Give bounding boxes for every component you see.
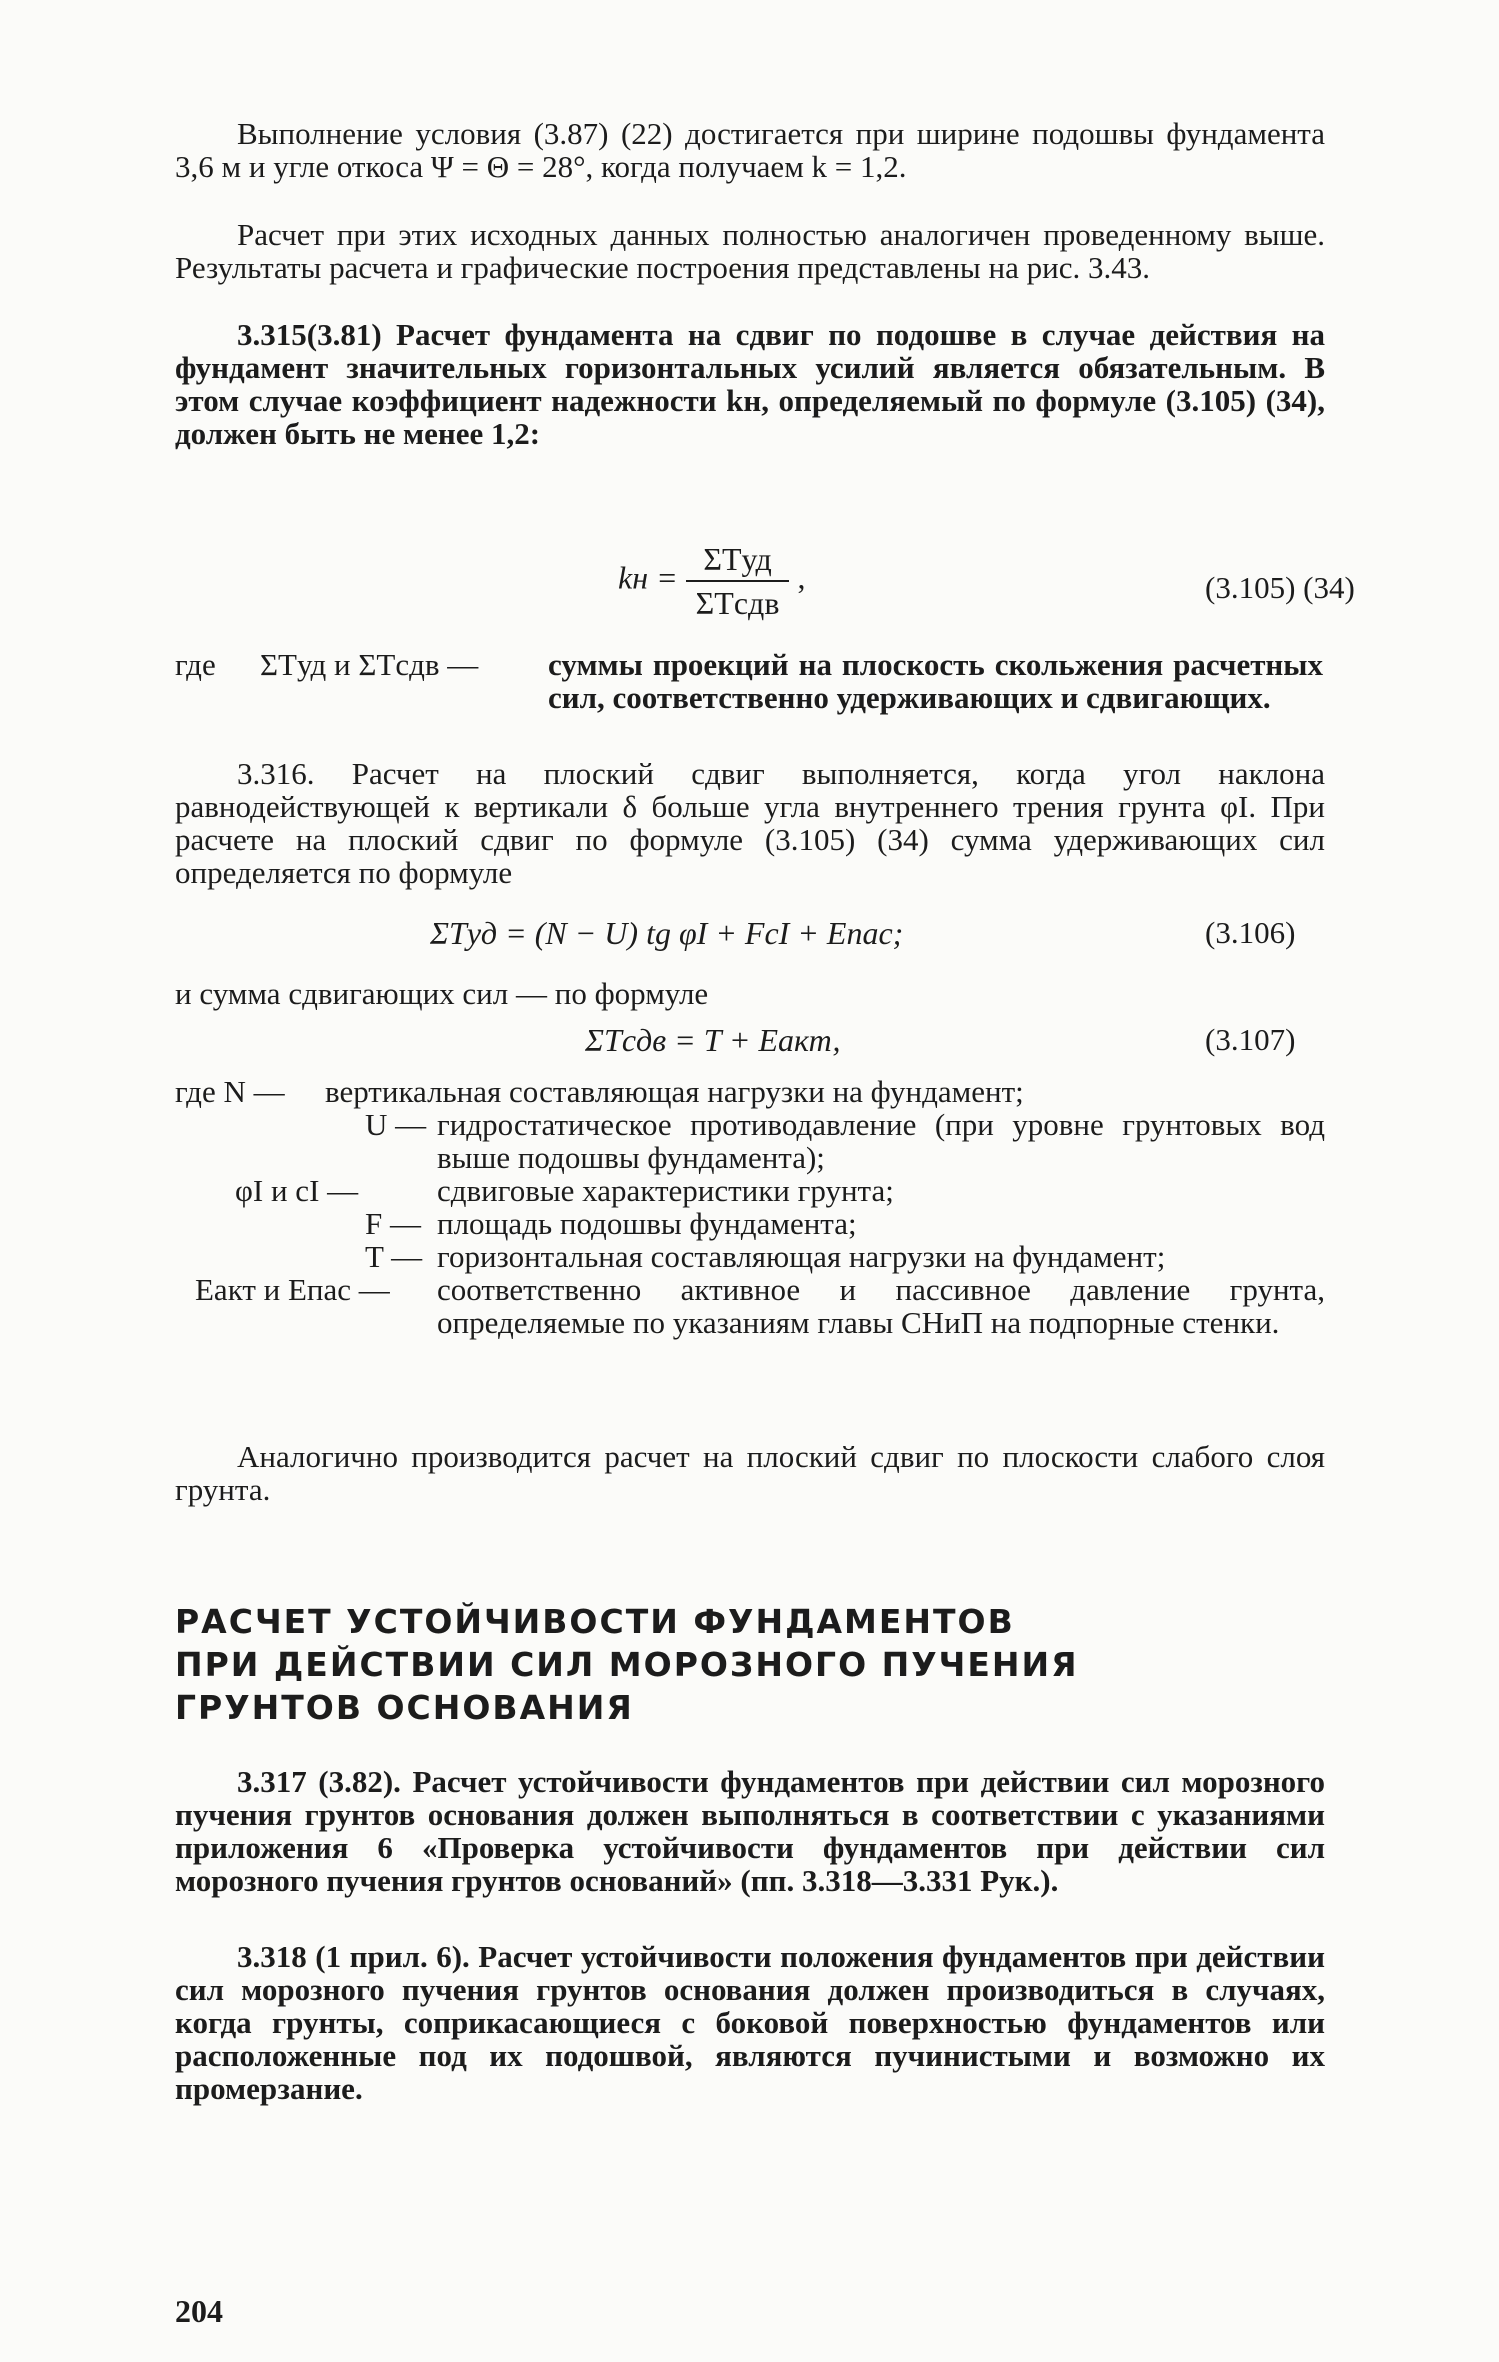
where-description: суммы проекций на плоскость скольжения расчетных сил, соответственно удерживающих и сдвигающих. [548, 647, 1323, 715]
definition-item [175, 1240, 1325, 1273]
equation-number-3-106: (3.106) [1205, 915, 1296, 950]
section-heading-line: ПРИ ДЕЙСТВИИ СИЛ МОРОЗНОГО ПУЧЕНИЯ [175, 1645, 1079, 1684]
paragraph-3-317: 3.317 (3.82). Расчет устойчивости фундаментов при действии сил морозного пучения грунтов основания должен выполняться в соответствии с указаниями приложения 6 «Проверка устойчивости фундаментов при действии сил морозного пучения грунтов оснований» (пп. 3.318—3.331 Рук.). [175, 1764, 1325, 1898]
formula-3-107: ΣTсдв = T + Eакт, [585, 1022, 841, 1058]
definition-desc: соответственно активное и пассивное давление грунта, определяемые по указаниям главы СНиП на подпорные стенки. [437, 1272, 1325, 1340]
paragraph-3-315: 3.315(3.81) Расчет фундамента на сдвиг по подошве в случае действия на фундамент значительных горизонтальных усилий является обязательным. В этом случае коэффициент надежности kн, определяемый по формуле (3.105) (34), должен быть не менее 1,2: [175, 317, 1325, 451]
formula-3-105 [618, 538, 805, 624]
formula-tail: , [797, 559, 806, 596]
paragraph-3-318: 3.318 (1 прил. 6). Расчет устойчивости положения фундаментов при действии сил морозного пучения грунтов основания должен производиться в случаях, когда грунты, соприкасающиеся с боковой поверхностью фундаментов или расположенные под их подошвой, являются пучинистыми и возможно их промерзание. [175, 1939, 1325, 2106]
paragraph-calculation-note: Расчет при этих исходных данных полностью аналогичен проведенному выше. Результаты расчета и графические построения представлены на рис. 3.43. [175, 217, 1325, 285]
where-term: ΣTуд и ΣTсдв — [260, 647, 479, 682]
definition-term: U — [365, 1107, 427, 1142]
definition-desc: горизонтальная составляющая нагрузки на фундамент; [437, 1239, 1166, 1274]
formula-3-106: ΣTуд = (N − U) tg φI + FcI + Eпас; [430, 915, 904, 951]
definition-term: φI и cI — [235, 1173, 359, 1208]
paragraph-shear-sum: и сумма сдвигающих сил — по формуле [175, 976, 709, 1011]
definition-item [175, 1273, 1325, 1339]
formula-fraction [686, 538, 790, 624]
definition-item [175, 1174, 1325, 1207]
definition-item [175, 1108, 1325, 1174]
section-heading-line: ГРУНТОВ ОСНОВАНИЯ [175, 1688, 634, 1727]
definition-item [175, 1207, 1325, 1240]
section-heading [175, 1600, 1079, 1729]
paragraph-condition: Выполнение условия (3.87) (22) достигается при ширине подошвы фундамента 3,6 м и угле откоса Ψ = Θ = 28°, когда получаем k = 1,2. [175, 116, 1325, 184]
definition-desc: гидростатическое противодавление (при уровне грунтовых вод выше подошвы фундамента); [437, 1107, 1325, 1175]
definition-term: где N — [175, 1074, 285, 1109]
definition-term: Eакт и Eпас — [195, 1272, 390, 1307]
formula-lhs: kн = [618, 559, 678, 596]
definitions-list [175, 1075, 1325, 1339]
formula-numerator: ΣTуд [686, 538, 790, 582]
paragraph-3-316: 3.316. Расчет на плоский сдвиг выполняется, когда угол наклона равнодействующей к вертикали δ больше угла внутреннего трения грунта φI. При расчете на плоский сдвиг по формуле (3.105) (34) сумма удерживающих сил определяется по формуле [175, 756, 1325, 890]
equation-number-3-105: (3.105) (34) [1205, 570, 1355, 605]
definition-desc: вертикальная составляющая нагрузки на фундамент; [325, 1074, 1024, 1109]
section-heading-line: РАСЧЕТ УСТОЙЧИВОСТИ ФУНДАМЕНТОВ [175, 1602, 1015, 1641]
where-lead: где [175, 647, 216, 682]
definition-desc: площадь подошвы фундамента; [437, 1206, 857, 1241]
definition-term: F — [365, 1206, 421, 1241]
definition-term: T — [365, 1239, 423, 1274]
equation-number-3-107: (3.107) [1205, 1022, 1296, 1057]
definition-desc: сдвиговые характеристики грунта; [437, 1173, 894, 1208]
page-number: 204 [175, 2293, 223, 2329]
definition-item [175, 1075, 1325, 1108]
formula-denominator: ΣTсдв [695, 585, 780, 621]
paragraph-weak-layer: Аналогично производится расчет на плоский сдвиг по плоскости слабого слоя грунта. [175, 1439, 1325, 1507]
